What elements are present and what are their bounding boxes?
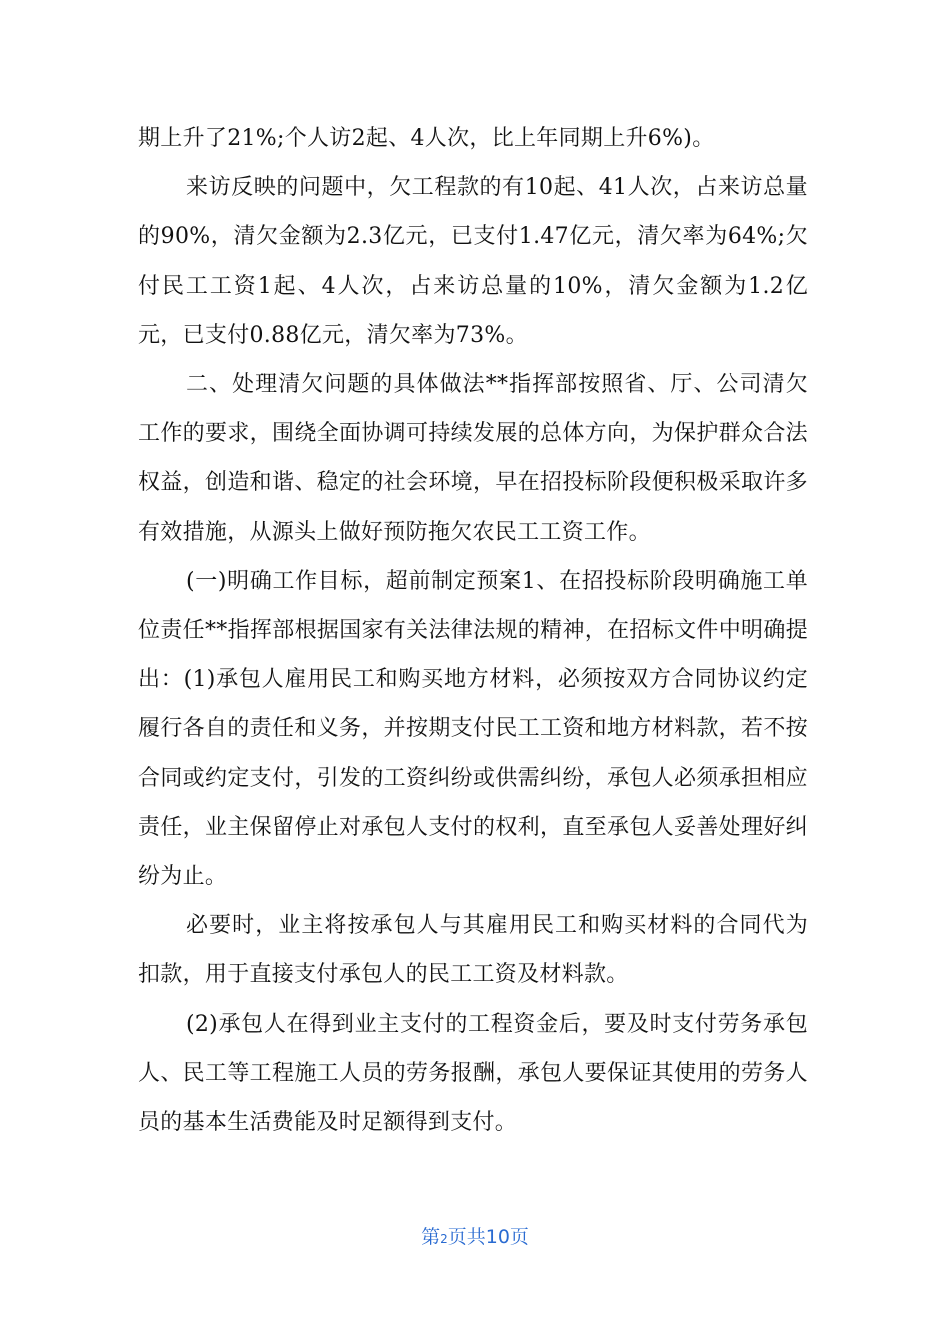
footer-suffix: 页 — [509, 1226, 529, 1248]
paragraph-section-two-heading: 二、处理清欠问题的具体做法**指挥部按照省、厅、公司清欠工作的要求，围绕全面协调可持续发展的总体方向，为保护群众合法权益，创造和谐、稳定的社会环境，早在招投标阶段便积极采取许多有效措施，从源头上做好预防拖欠农民工工资工作。 — [138, 372, 808, 545]
footer-middle: 页共 — [447, 1226, 486, 1248]
paragraph-contractor-payment: (2)承包人在得到业主支付的工程资金后，要及时支付劳务承包人、民工等工程施工人员的劳务报酬，承包人要保证其使用的劳务人员的基本生活费能及时足额得到支付。 — [138, 1011, 808, 1136]
paragraph-work-targets: (一)明确工作目标，超前制定预案1、在招投标阶段明确施工单位责任**指挥部根据国家有关法律法规的精神，在招标文件中明确提出：(1)承包人雇用民工和购买地方材料，必须按双方合同协议约定履行各自的责任和义务，并按期支付民工工资和地方材料款，若不按合同或约定支付，引发的工资纠纷或供需纠纷，承包人必须承担相应责任，业主保留停止对承包人支付的权利，直至承包人妥善处理好纠纷为止。 — [138, 568, 808, 890]
paragraph-deduction: 必要时，业主将按承包人与其雇用民工和购买材料的合同代为扣款，用于直接支付承包人的民工工资及材料款。 — [138, 913, 808, 988]
paragraph-petition-issues: 来访反映的问题中，欠工程款的有10起、41人次，占来访总量的90%，清欠金额为2.3亿元，已支付1.47亿元，清欠率为64%;欠付民工工资1起、4人次，占来访总量的10%，清欠金额为1.2亿元，已支付0.88亿元，清欠率为73%。 — [138, 175, 808, 348]
paragraph-continuation: 期上升了21%;个人访2起、4人次，比上年同期上升6%)。 — [138, 126, 715, 151]
footer-current-page: 2 — [440, 1232, 448, 1246]
footer-total-pages: 10 — [485, 1226, 510, 1248]
document-body — [138, 114, 808, 1147]
page-footer — [0, 1222, 950, 1249]
footer-prefix: 第 — [421, 1226, 441, 1248]
